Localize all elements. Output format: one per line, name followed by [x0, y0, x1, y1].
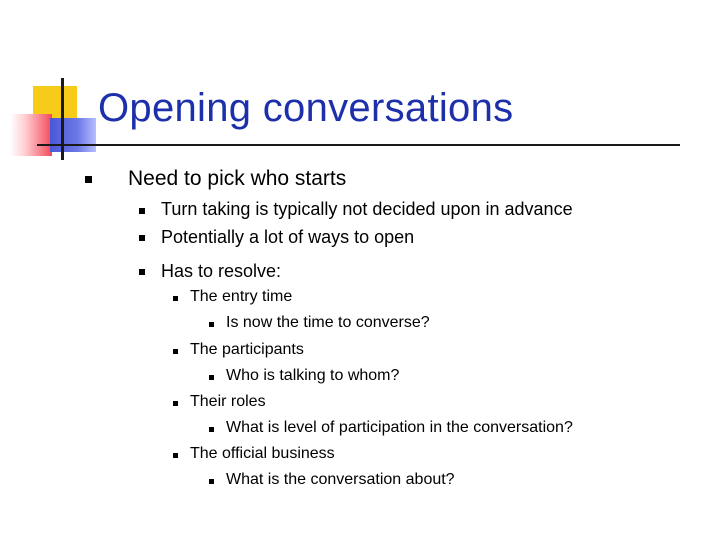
bullet-text: Potentially a lot of ways to open: [161, 227, 415, 247]
square-bullet-icon: [209, 375, 214, 380]
logo-blue-square: [50, 118, 96, 152]
title-divider: [98, 144, 680, 146]
logo-red-square: [10, 114, 52, 156]
bullet-text: The official business: [190, 445, 335, 462]
bullet-text: What is level of participation in the conversation?: [226, 419, 573, 436]
bullet-text: Need to pick who starts: [128, 167, 347, 190]
square-bullet-icon: [139, 208, 145, 214]
square-bullet-icon: [209, 427, 214, 432]
bullet-text: Turn taking is typically not decided upon in advance: [161, 199, 573, 219]
square-bullet-icon: [173, 453, 178, 458]
square-bullet-icon: [173, 349, 178, 354]
logo-vertical-line: [61, 78, 64, 160]
square-bullet-icon: [139, 235, 145, 241]
slide-title: Opening conversations: [98, 86, 514, 130]
bullet-text: Their roles: [190, 393, 266, 410]
bullet-text: Has to resolve:: [161, 261, 282, 281]
bullet-text: What is the conversation about?: [226, 471, 455, 488]
square-bullet-icon: [209, 479, 214, 484]
square-bullet-icon: [173, 296, 178, 301]
square-bullet-icon: [139, 269, 145, 275]
square-bullet-icon: [85, 176, 92, 183]
bullet-text: The entry time: [190, 288, 293, 305]
bullet-text: Is now the time to converse?: [226, 314, 430, 331]
bullet-text: Who is talking to whom?: [226, 367, 400, 384]
bullet-text: The participants: [190, 341, 304, 358]
square-bullet-icon: [173, 401, 178, 406]
square-bullet-icon: [209, 322, 214, 327]
